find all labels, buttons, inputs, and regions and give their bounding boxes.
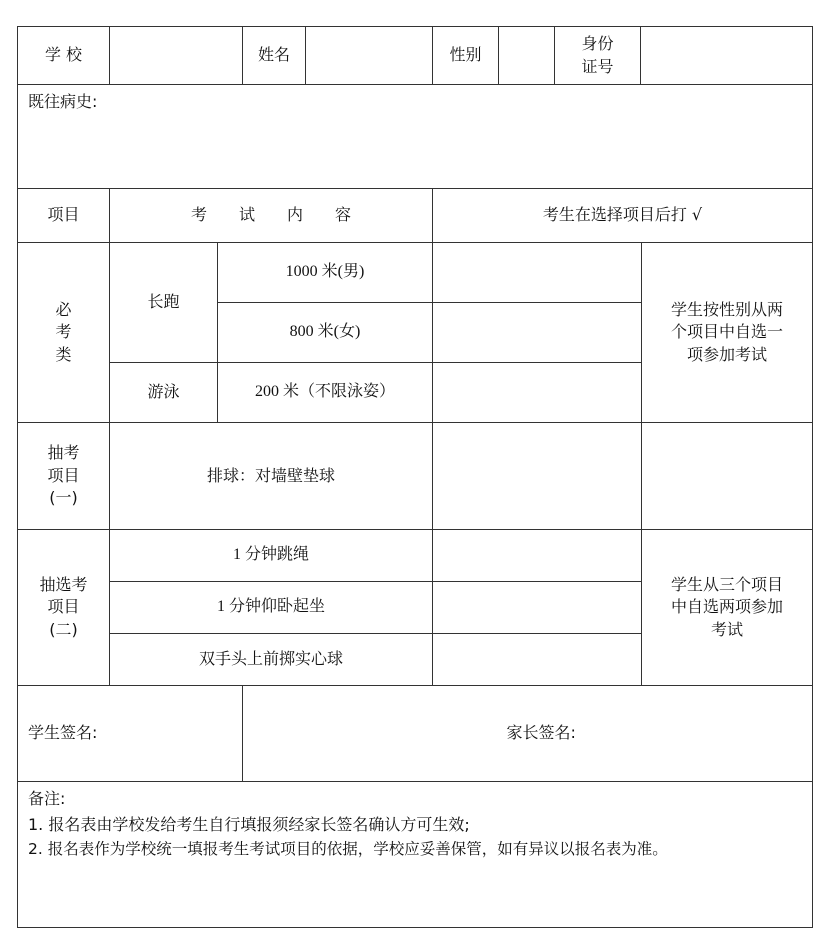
- medical-history-field[interactable]: [18, 85, 813, 189]
- draw1-label: 抽考 项目 (一): [18, 423, 110, 530]
- draw2-note: 学生从三个项目 中自选两项参加 考试: [642, 530, 813, 686]
- id-number-label: 身份 证号: [555, 27, 641, 85]
- parent-signature-label: 家长签名:: [499, 686, 813, 782]
- registration-form: [17, 26, 812, 927]
- run-1000m-male: 1000 米(男): [218, 243, 433, 303]
- registration-table: [17, 26, 813, 928]
- medicine-ball-throw: 双手头上前掷实心球: [110, 634, 433, 686]
- name-label: 姓名: [243, 27, 306, 85]
- required-category-label: 必 考 类: [18, 243, 110, 423]
- jump-rope-1min: 1 分钟跳绳: [110, 530, 433, 582]
- name-field[interactable]: [306, 27, 433, 85]
- school-label: 学 校: [18, 27, 110, 85]
- check-cell-jump-rope[interactable]: [433, 530, 642, 582]
- remarks-line-1: 1. 报名表由学校发给考生自行填报须经家长签名确认方可生效;: [28, 814, 470, 834]
- check-cell-run-male[interactable]: [433, 243, 642, 303]
- check-cell-medicine-ball[interactable]: [433, 634, 642, 686]
- draw2-label: 抽选考 项目 (二): [18, 530, 110, 686]
- required-note: 学生按性别从两 个项目中自选一 项参加考试: [642, 243, 813, 423]
- student-signature-label: 学生签名:: [18, 686, 243, 782]
- swimming-label: 游泳: [110, 363, 218, 423]
- gender-label: 性别: [433, 27, 499, 85]
- id-number-field[interactable]: [641, 27, 813, 85]
- check-cell-volleyball[interactable]: [433, 423, 642, 530]
- remarks-block: [18, 782, 813, 928]
- item-header: 项目: [18, 189, 110, 243]
- check-cell-run-female[interactable]: [433, 303, 642, 363]
- medical-history-label: 既往病史:: [28, 92, 98, 111]
- swim-200m: 200 米（不限泳姿）: [218, 363, 433, 423]
- school-field[interactable]: [110, 27, 243, 85]
- content-header: 考 试 内 容: [110, 189, 433, 243]
- sit-ups-1min: 1 分钟仰卧起坐: [110, 582, 433, 634]
- draw1-note-cell: [642, 423, 813, 530]
- remarks-line-2: 2. 报名表作为学校统一填报考生考试项目的依据，学校应妥善保管，如有异议以报名表为准。: [28, 840, 668, 859]
- check-cell-sit-ups[interactable]: [433, 582, 642, 634]
- check-cell-swim[interactable]: [433, 363, 642, 423]
- remarks-title: 备注:: [28, 789, 66, 808]
- check-header: 考生在选择项目后打 √: [433, 189, 813, 243]
- volleyball-wall-bump: 排球：对墙壁垫球: [110, 423, 433, 530]
- running-label: 长跑: [110, 243, 218, 363]
- run-800m-female: 800 米(女): [218, 303, 433, 363]
- gender-field[interactable]: [499, 27, 555, 85]
- student-signature-field[interactable]: [243, 686, 499, 782]
